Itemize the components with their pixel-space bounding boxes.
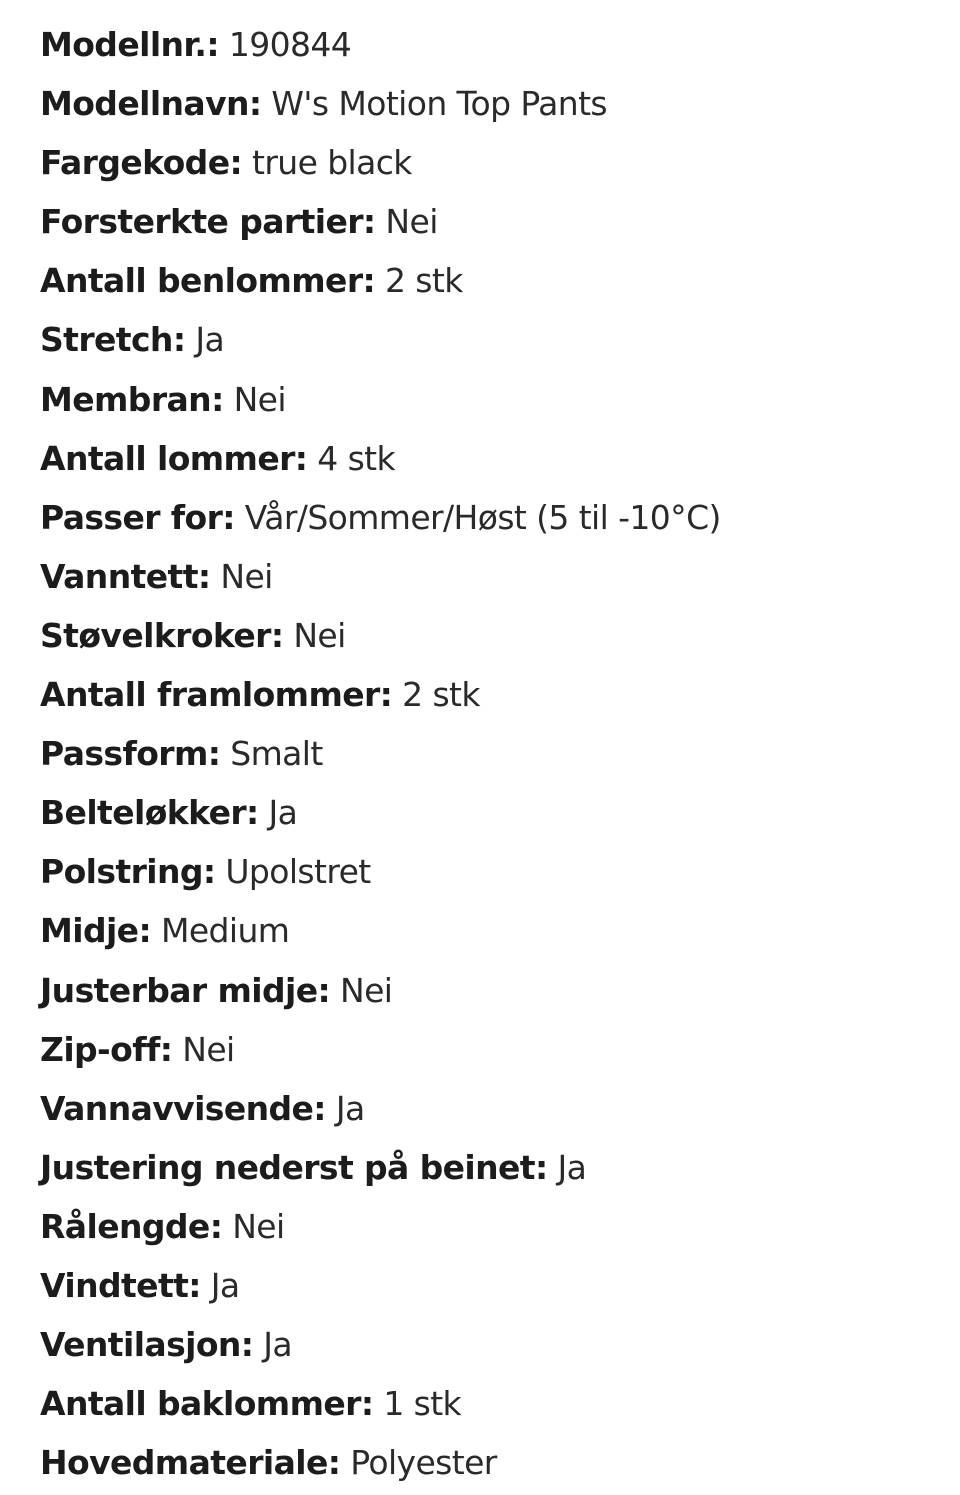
- spec-label: Antall lommer:: [40, 438, 308, 478]
- spec-label: Vanntett:: [40, 556, 211, 596]
- spec-value: Ja: [335, 1088, 365, 1128]
- spec-row-model-name: [40, 74, 940, 133]
- spec-row-fit: [40, 724, 940, 783]
- spec-value: Ja: [210, 1265, 240, 1305]
- spec-row-raw-length: [40, 1197, 940, 1256]
- spec-value: 190844: [228, 25, 352, 64]
- spec-label: Passform:: [40, 734, 221, 774]
- spec-value: Nei: [233, 379, 286, 419]
- spec-value: Medium: [160, 911, 290, 951]
- spec-label: Modellnr.:: [40, 25, 219, 64]
- spec-value: Ja: [557, 1147, 587, 1187]
- spec-row-suitable-for: [40, 488, 940, 547]
- spec-label: Ventilasjon:: [40, 1325, 254, 1365]
- spec-row-zip-off: [40, 1020, 940, 1079]
- spec-row-padding: [40, 842, 940, 901]
- spec-row-windproof: [40, 1256, 940, 1315]
- spec-row-model-number: [40, 15, 940, 74]
- spec-row-pockets: [40, 429, 940, 488]
- spec-row-leg-pockets: [40, 251, 940, 310]
- spec-label: Membran:: [40, 379, 224, 419]
- spec-value: Nei: [232, 1206, 285, 1246]
- spec-label: Hovedmateriale:: [40, 1443, 341, 1483]
- spec-row-color-code: [40, 133, 940, 192]
- spec-label: Antall framlommer:: [40, 675, 393, 715]
- spec-value: Ja: [195, 320, 225, 360]
- product-spec-list: [40, 15, 940, 1492]
- spec-label: Forsterkte partier:: [40, 202, 376, 242]
- spec-label: Passer for:: [40, 497, 235, 537]
- spec-row-membrane: [40, 370, 940, 429]
- spec-row-reinforced-areas: [40, 192, 940, 251]
- spec-label: Midje:: [40, 911, 152, 951]
- spec-label: Fargekode:: [40, 143, 243, 183]
- spec-label: Antall baklommer:: [40, 1384, 374, 1424]
- spec-row-leg-adjustment: [40, 1138, 940, 1197]
- spec-value: Vår/Sommer/Høst (5 til -10°C): [244, 497, 721, 537]
- spec-value: Ja: [263, 1325, 293, 1365]
- spec-value: W's Motion Top Pants: [271, 84, 608, 124]
- spec-row-water-repellent: [40, 1079, 940, 1138]
- spec-label: Vannavvisende:: [40, 1088, 326, 1128]
- spec-label: Modellnavn:: [40, 84, 262, 124]
- spec-value: Nei: [340, 970, 393, 1010]
- spec-value: Upolstret: [225, 852, 371, 892]
- spec-label: Zip-off:: [40, 1029, 173, 1069]
- spec-row-main-material: [40, 1433, 940, 1492]
- spec-value: 4 stk: [317, 438, 396, 478]
- spec-value: Smalt: [230, 734, 323, 774]
- spec-row-ventilation: [40, 1315, 940, 1374]
- spec-value: Nei: [220, 556, 273, 596]
- spec-label: Justering nederst på beinet:: [40, 1147, 548, 1187]
- spec-row-boot-hooks: [40, 606, 940, 665]
- spec-row-waist: [40, 901, 940, 960]
- spec-row-stretch: [40, 310, 940, 369]
- spec-label: Antall benlommer:: [40, 261, 376, 301]
- spec-value: Nei: [293, 615, 346, 655]
- spec-value: 1 stk: [383, 1384, 462, 1424]
- spec-label: Vindtett:: [40, 1265, 201, 1305]
- spec-label: Justerbar midje:: [40, 970, 331, 1010]
- spec-row-adjustable-waist: [40, 961, 940, 1020]
- spec-label: Belteløkker:: [40, 793, 259, 833]
- spec-label: Støvelkroker:: [40, 615, 284, 655]
- spec-label: Stretch:: [40, 320, 186, 360]
- spec-value: Nei: [182, 1029, 235, 1069]
- spec-row-back-pockets: [40, 1374, 940, 1433]
- spec-row-front-pockets: [40, 665, 940, 724]
- spec-row-belt-loops: [40, 783, 940, 842]
- spec-value: Nei: [385, 202, 438, 242]
- spec-value: true black: [251, 143, 412, 183]
- spec-value: 2 stk: [402, 675, 480, 715]
- spec-value: 2 stk: [384, 261, 463, 301]
- spec-label: Rålengde:: [40, 1206, 223, 1246]
- spec-value: Ja: [268, 793, 298, 833]
- spec-value: Polyester: [350, 1443, 497, 1483]
- spec-label: Polstring:: [40, 852, 216, 892]
- spec-row-waterproof: [40, 547, 940, 606]
